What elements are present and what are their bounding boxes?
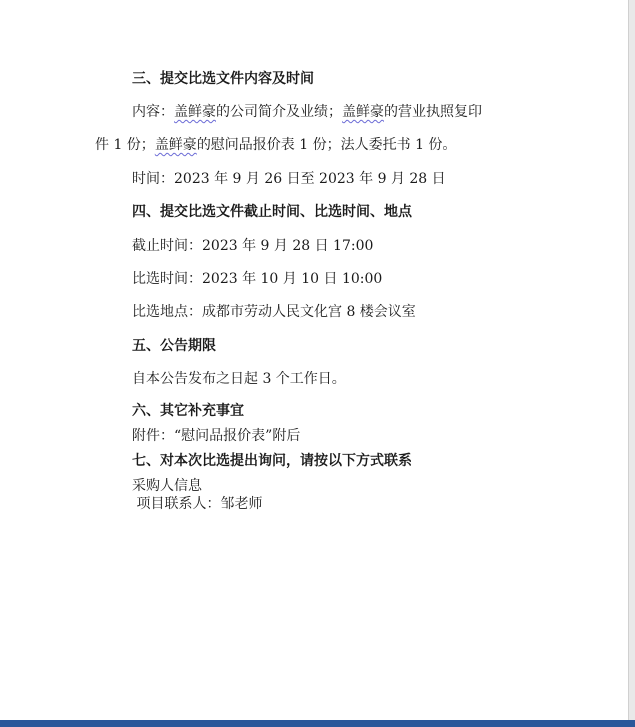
- section7-heading: 七、对本次比选提出询问，请按以下方式联系: [132, 453, 412, 469]
- content-text-3: 的慰问品报价表 1 份；法人委托书 1 份。: [196, 137, 457, 153]
- section3-content-line2: [95, 136, 456, 154]
- content-prefix: 内容：: [132, 104, 174, 120]
- section5-text: 自本公告发布之日起 3 个工作日。: [132, 371, 346, 387]
- section3-heading: 三、提交比选文件内容及时间: [132, 71, 314, 87]
- vertical-scrollbar[interactable]: [628, 0, 635, 720]
- contact-person-text: 项目联系人：邹老师: [132, 496, 263, 512]
- deadline-text: 截止时间：2023 年 9 月 28 日 17:00: [132, 238, 374, 254]
- section4-heading: 四、提交比选文件截止时间、比选时间、地点: [132, 204, 412, 220]
- compare-time-text: 比选时间：2023 年 10 月 10 日 10:00: [132, 271, 383, 287]
- company-name-2: 盖鲜豪: [342, 104, 384, 120]
- location-text: 比选地点：成都市劳动人民文化宫 8 楼会议室: [132, 304, 416, 320]
- section5-heading: 五、公告期限: [132, 338, 216, 354]
- purchaser-info-label: 采购人信息: [132, 478, 202, 494]
- content-text-1: 的公司简介及业绩；: [216, 104, 342, 120]
- section3-content-line1: [132, 103, 482, 121]
- status-bar: [0, 720, 635, 727]
- attachment-text: 附件：“慰问品报价表”附后: [132, 428, 301, 444]
- company-name-3: 盖鲜豪: [154, 137, 197, 153]
- content-line2-prefix: 件 1 份；: [95, 137, 155, 153]
- content-text-2: 的营业执照复印: [384, 104, 482, 120]
- section3-time: 时间：2023 年 9 月 26 日至 2023 年 9 月 28 日: [132, 171, 446, 187]
- company-name-1: 盖鲜豪: [174, 104, 216, 120]
- section6-heading: 六、其它补充事宜: [132, 403, 244, 419]
